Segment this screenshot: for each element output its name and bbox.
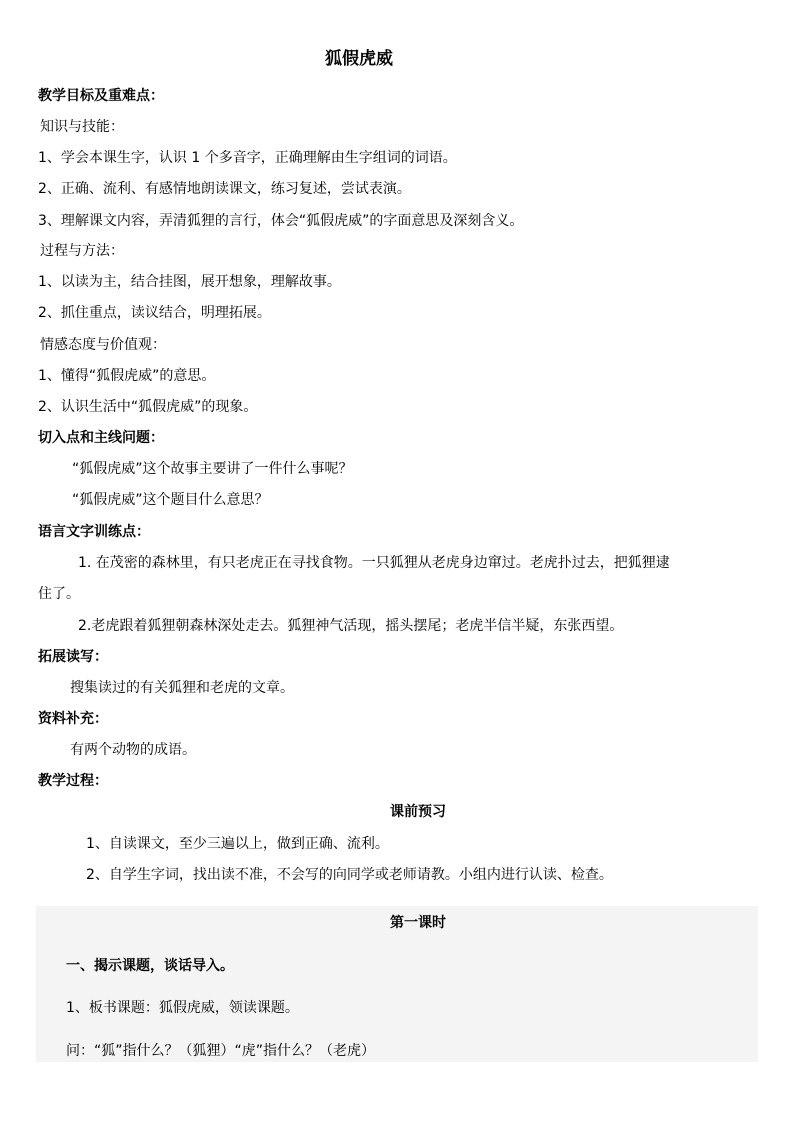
knowledge-heading: 知识与技能： (40, 119, 124, 135)
lesson-question: 问：“狐”指什么？（狐狸）“虎”指什么？（老虎） (66, 1043, 376, 1059)
supplement-text: 有两个动物的成语。 (70, 742, 196, 758)
section-heading: 一、揭示课题，谈话导入。 (66, 958, 234, 974)
language-heading: 语言文字训练点： (38, 524, 150, 540)
preview-title: 课前预习 (390, 804, 446, 820)
language-point-1-cont: 住了。 (38, 586, 80, 602)
emotion-item: 2、认识生活中“狐假虎威”的现象。 (38, 399, 258, 415)
preview-item: 1、自读课文，至少三遍以上，做到正确、流利。 (86, 836, 389, 852)
language-point-2: 2.老虎跟着狐狸朝森林深处走去。狐狸神气活现，摇头摆尾；老虎半信半疑，东张西望。 (78, 618, 624, 634)
extension-heading: 拓展读写： (38, 649, 108, 665)
process-item: 2、抓住重点，读议结合，明理拓展。 (38, 305, 271, 321)
entry-heading: 切入点和主线问题： (38, 430, 164, 446)
preview-item: 2、自学生字词，找出读不准，不会写的向同学或老师请教。小组内进行认读、检查。 (86, 867, 613, 883)
supplement-heading: 资料补充： (38, 711, 108, 727)
knowledge-item: 2、正确、流利、有感情地朗读课文，练习复述，尝试表演。 (38, 181, 411, 197)
document-title: 狐假虎威 (325, 49, 393, 69)
lesson-step: 1、板书课题：狐假虎威，领读课题。 (66, 1000, 299, 1016)
emotion-item: 1、懂得“狐假虎威”的意思。 (38, 368, 216, 384)
extension-text: 搜集读过的有关狐狸和老虎的文章。 (70, 680, 294, 696)
process-heading: 过程与方法： (40, 243, 124, 259)
process-item: 1、以读为主，结合挂图，展开想象，理解故事。 (38, 274, 341, 290)
lesson-title: 第一课时 (390, 915, 446, 931)
language-point-1: 1. 在茂密的森林里，有只老虎正在寻找食物。一只狐狸从老虎身边窜过。老虎扑过去，把狐狸逮 (78, 555, 670, 571)
emotion-heading: 情感态度与价值观： (40, 337, 166, 353)
knowledge-item: 3、理解课文内容，弄清狐狸的言行，体会“狐假虎威”的字面意思及深刻含义。 (38, 213, 524, 229)
entry-question: “狐假虎威”这个题目什么意思？ (72, 492, 269, 508)
teaching-heading: 教学过程： (38, 773, 108, 789)
knowledge-item: 1、学会本课生字，认识 1 个多音字，正确理解由生字组词的词语。 (38, 150, 457, 166)
entry-question: “狐假虎威”这个故事主要讲了一件什么事呢？ (72, 461, 353, 477)
objectives-heading: 教学目标及重难点： (38, 88, 164, 104)
